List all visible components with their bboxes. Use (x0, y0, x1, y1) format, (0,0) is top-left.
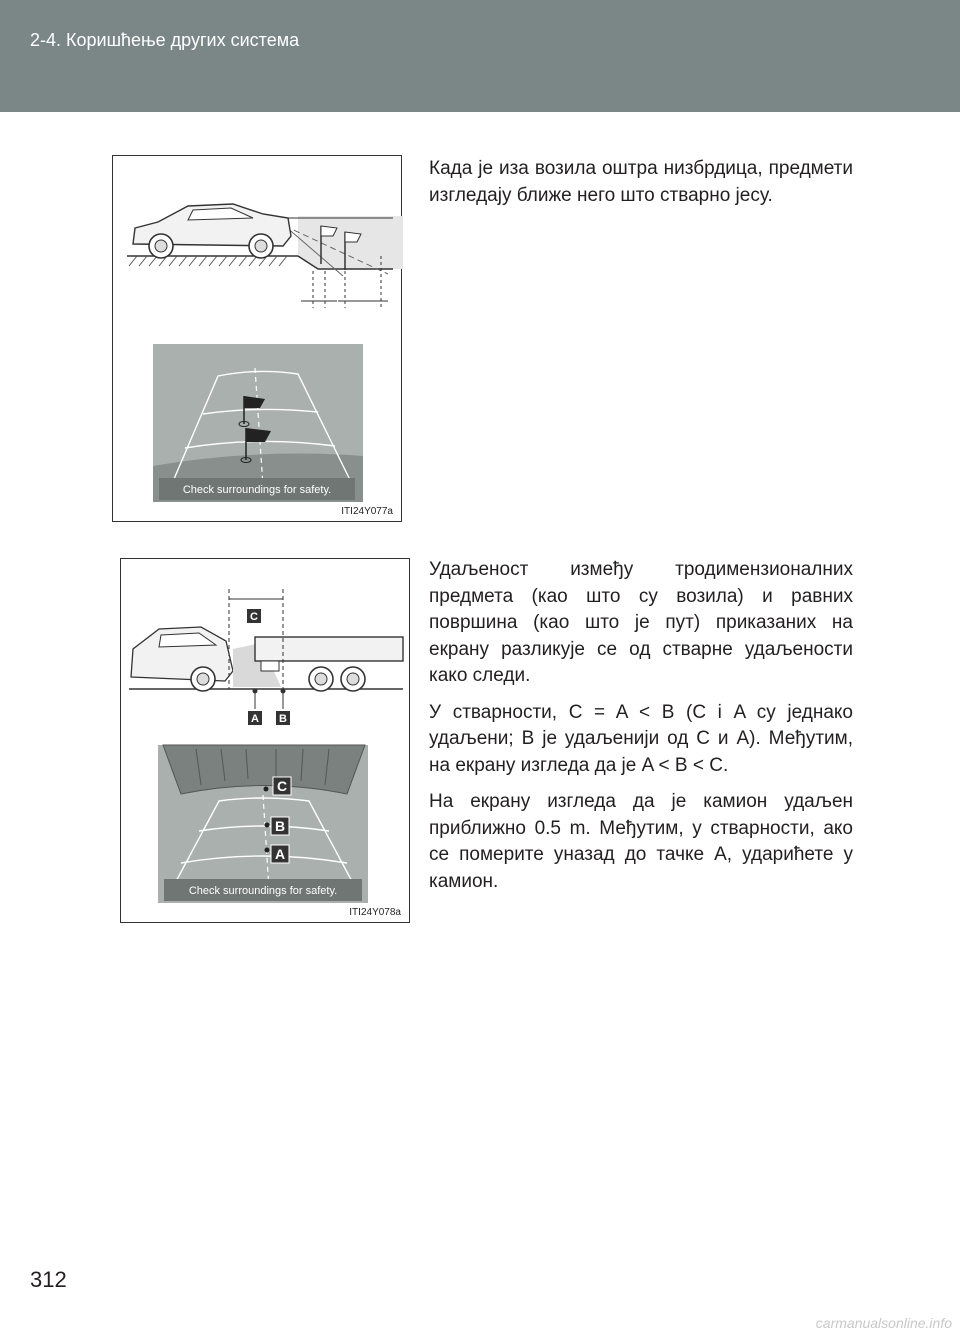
section-header (0, 0, 960, 112)
screen-label-b: B (274, 818, 286, 834)
watermark: carmanualsonline.info (815, 1315, 952, 1331)
distance-diagram (121, 559, 411, 924)
page-number: 312 (30, 1267, 67, 1292)
text-block-distance (429, 557, 853, 905)
figure-code: ITI24Y078a (349, 907, 401, 918)
downhill-diagram (113, 156, 403, 523)
text-block-downhill (429, 156, 853, 219)
figure-distance-illustration (120, 558, 410, 923)
screen-message: Check surroundings for safety. (182, 484, 332, 496)
figure-code: ITI24Y077a (341, 506, 393, 517)
paragraph: На екрану изгледа да је камион удаљен приближно 0.5 m. Међутим, у стварности, ако се померите уназад до тачке A, ударићете у камион. (429, 791, 853, 892)
label-b: B (279, 713, 287, 725)
section-title: 2-4. Коришћење других система (30, 30, 300, 50)
paragraph: Удаљеност између тродимензионалних предмета (као што су возила) и равних површина (као што је пут) приказаних на екрану разликује се од стварне удаљености како следи. (429, 559, 853, 686)
screen-label-a: A (274, 846, 286, 862)
label-a: A (251, 713, 259, 725)
paragraph: У стварности, C = A < B (C і A су једнако удаљени; B је удаљенији од C и A). Међутим, на екрану изгледа да је A < B < C. (429, 701, 854, 776)
paragraph: Када је иза возила оштра низбрдица, предмети изгледају ближе него што стварно јесу. (429, 158, 853, 206)
screen-message: Check surroundings for safety. (188, 885, 338, 897)
figure-downhill-illustration (112, 155, 402, 522)
screen-label-c: C (276, 778, 288, 794)
label-c: C (250, 611, 258, 623)
